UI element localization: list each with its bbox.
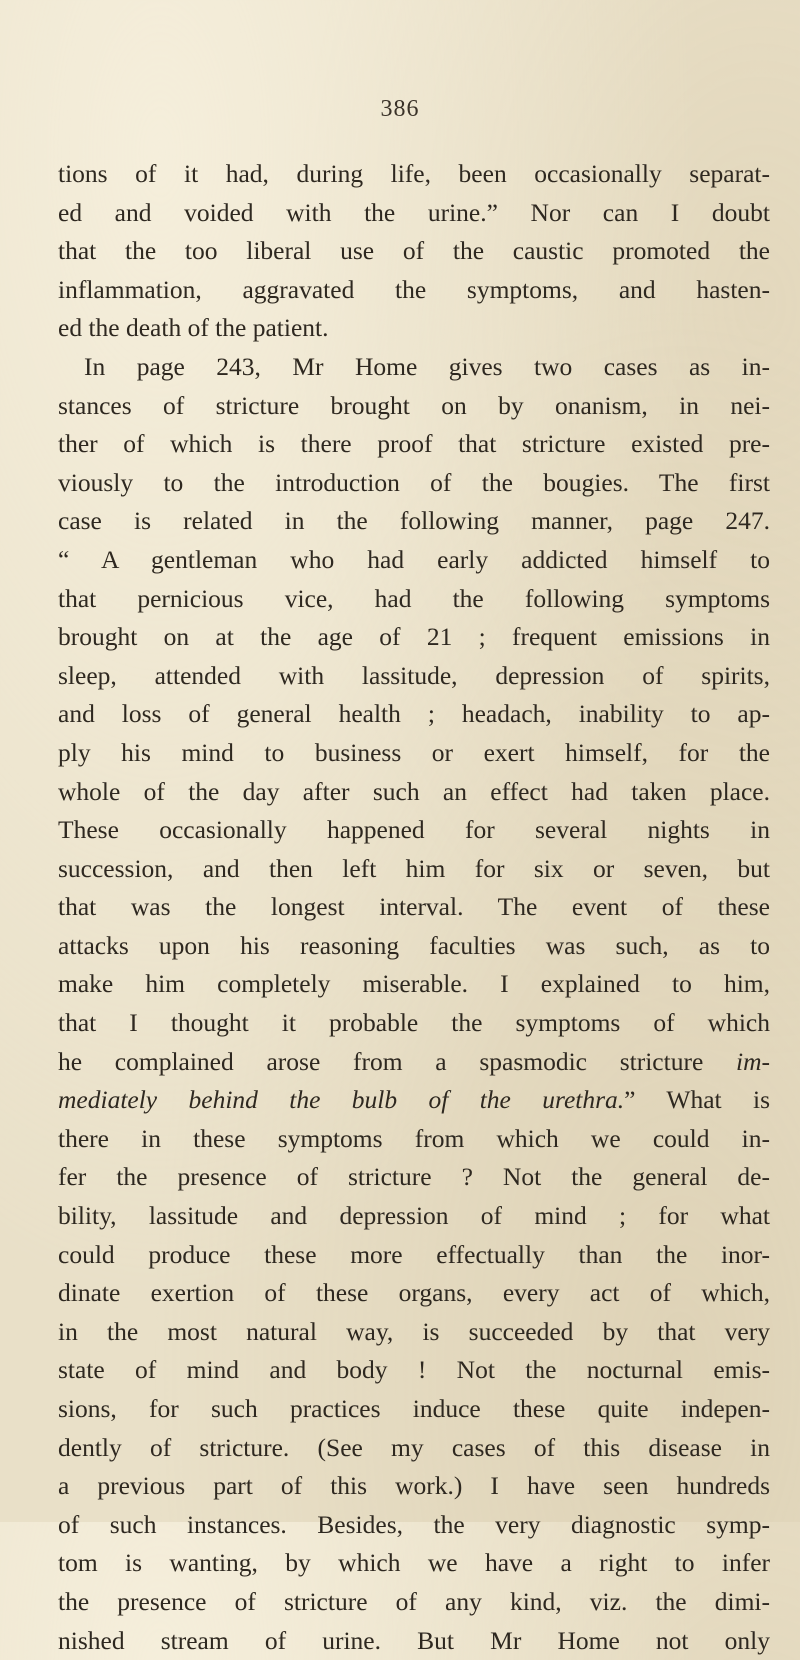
text-line xyxy=(58,271,770,310)
text-line xyxy=(58,387,770,426)
text-span: there in these symptoms from which we could in- xyxy=(58,1123,770,1153)
text-span: he complained arose from a spasmodic stricture xyxy=(58,1046,736,1076)
text-line xyxy=(58,1081,770,1120)
text-span: could produce these more effectually than the inor- xyxy=(58,1239,770,1269)
text-span: nished stream of urine. But Mr Home not only xyxy=(58,1625,770,1655)
text-line xyxy=(58,657,770,696)
text-span: bility, lassitude and depression of mind ; for what xyxy=(58,1201,770,1231)
text-span: attacks upon his reasoning faculties was such, as to xyxy=(58,930,770,960)
text-span: dinate exertion of these organs, every act of which, xyxy=(58,1278,770,1308)
text-span: These occasionally happened for several nights in xyxy=(58,815,770,845)
text-line xyxy=(58,1274,770,1313)
text-span: succession, and then left him for six or seven, but xyxy=(58,853,770,883)
text-line xyxy=(58,541,770,580)
text-span: dently of stricture. (See my cases of this disease in xyxy=(58,1432,770,1462)
text-line xyxy=(58,348,770,387)
text-span: brought on at the age of 21 ; frequent emissions in xyxy=(58,622,770,652)
text-span: that the too liberal use of the caustic promoted the xyxy=(58,236,770,266)
text-span: viously to the introduction of the bougies. The first xyxy=(58,467,770,497)
body-text xyxy=(58,155,770,1660)
text-line xyxy=(58,773,770,812)
text-span: and loss of general health ; headach, inability to ap- xyxy=(58,699,770,729)
text-span: of such instances. Besides, the very diagnostic symp- xyxy=(58,1509,770,1539)
text-span: the presence of stricture of any kind, viz. the dimi- xyxy=(58,1586,770,1616)
text-line xyxy=(58,734,770,773)
text-line xyxy=(58,618,770,657)
text-line xyxy=(58,1390,770,1429)
text-span: whole of the day after such an effect had taken place. xyxy=(58,776,770,806)
text-line xyxy=(58,1506,770,1545)
text-span: ed and voided with the urine.” Nor can I doubt xyxy=(58,197,770,227)
text-line xyxy=(58,1004,770,1043)
text-span: stances of stricture brought on by onanism, in nei- xyxy=(58,390,770,420)
text-line xyxy=(58,309,770,348)
text-span: a previous part of this work.) I have seen hundreds xyxy=(58,1471,770,1501)
text-span: ther of which is there proof that stricture existed pre- xyxy=(58,429,770,459)
text-span: inflammation, aggravated the symptoms, and hasten- xyxy=(58,274,770,304)
text-line xyxy=(58,194,770,233)
text-line xyxy=(58,1120,770,1159)
text-line xyxy=(58,1544,770,1583)
text-span: ply his mind to business or exert himself, for the xyxy=(58,737,770,767)
text-span: fer the presence of stricture ? Not the general de- xyxy=(58,1162,770,1192)
text-span: that pernicious vice, had the following symptoms xyxy=(58,583,770,613)
text-span: that I thought it probable the symptoms of which xyxy=(58,1008,770,1038)
text-span: in the most natural way, is succeeded by that very xyxy=(58,1316,770,1346)
text-line xyxy=(58,232,770,271)
text-line xyxy=(58,425,770,464)
text-span: that was the longest interval. The event of these xyxy=(58,892,770,922)
text-span: state of mind and body ! Not the nocturnal emis- xyxy=(58,1355,770,1385)
text-span: ” What is xyxy=(624,1085,771,1115)
text-line xyxy=(58,1313,770,1352)
text-line xyxy=(58,927,770,966)
text-line xyxy=(58,888,770,927)
text-span: sleep, attended with lassitude, depression of spirits, xyxy=(58,660,770,690)
italic-text: mediately behind the bulb of the urethra. xyxy=(58,1085,625,1115)
text-span: case is related in the following manner, page 247. xyxy=(58,506,770,536)
text-line xyxy=(58,155,770,194)
text-span: sions, for such practices induce these quite indepen- xyxy=(58,1394,770,1423)
text-line xyxy=(58,580,770,619)
text-span: “ A gentleman who had early addicted himself to xyxy=(58,544,770,574)
text-span: tom is wanting, by which we have a right to infer xyxy=(58,1548,770,1578)
text-line xyxy=(58,1622,770,1660)
text-line xyxy=(58,965,770,1004)
text-line xyxy=(58,811,770,850)
text-line xyxy=(58,1467,770,1506)
text-span: In page 243, Mr Home gives two cases as in- xyxy=(84,351,770,381)
text-line xyxy=(58,1429,770,1468)
page-number: 386 xyxy=(380,96,420,122)
text-line xyxy=(58,850,770,889)
text-line xyxy=(58,1583,770,1622)
text-line xyxy=(58,1043,770,1082)
text-span: make him completely miserable. I explained to him, xyxy=(58,969,770,999)
text-span: ed the death of the patient. xyxy=(58,313,329,343)
text-line xyxy=(58,464,770,503)
text-line xyxy=(58,695,770,734)
text-line xyxy=(58,1158,770,1197)
text-span: tions of it had, during life, been occasionally separat- xyxy=(58,159,770,188)
text-line xyxy=(58,502,770,541)
text-line xyxy=(58,1351,770,1390)
text-line xyxy=(58,1236,770,1275)
text-line xyxy=(58,1197,770,1236)
italic-text: im- xyxy=(736,1046,770,1076)
